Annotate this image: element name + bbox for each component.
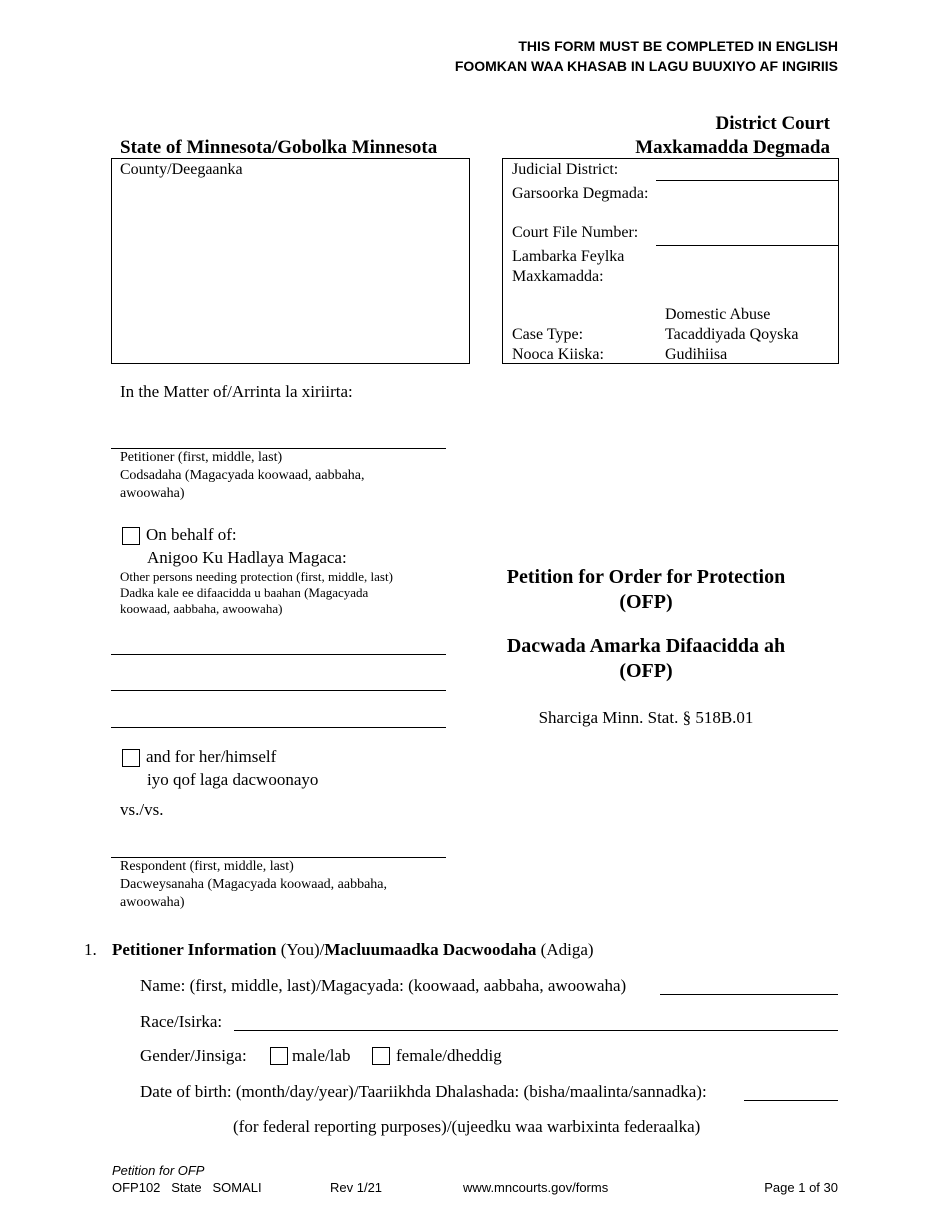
dob-field[interactable] xyxy=(744,1100,838,1101)
judicial-district-label: Judicial District: xyxy=(512,161,619,178)
court-file-number-label-so-2: Maxkamadda: xyxy=(512,268,604,285)
case-type-value: Domestic Abuse xyxy=(665,306,771,323)
male-label: male/lab xyxy=(292,1046,351,1065)
self-checkbox[interactable] xyxy=(122,749,140,767)
dob-label: Date of birth: (month/day/year)/Taariikhda Dhalashada: (bisha/maalinta/sannadka): xyxy=(140,1082,707,1101)
section-heading-bold-2: Macluumaadka Dacwoodaha xyxy=(324,940,537,959)
state-title: State of Minnesota/Gobolka Minnesota xyxy=(120,137,438,158)
section-heading-1: (You)/ xyxy=(276,940,325,959)
on-behalf-checkbox[interactable] xyxy=(122,527,140,545)
form-title-so-abbr: (OFP) xyxy=(619,660,673,682)
on-behalf-label-so: Anigoo Ku Hadlaya Magaca: xyxy=(147,548,347,567)
other-person-field-1[interactable] xyxy=(111,654,446,655)
race-label: Race/Isirka: xyxy=(140,1012,223,1031)
section-heading-2: (Adiga) xyxy=(536,940,594,959)
versus: vs./vs. xyxy=(120,800,164,819)
footer-url[interactable]: www.mncourts.gov/forms xyxy=(463,1180,609,1195)
section-heading-bold-1: Petitioner Information xyxy=(112,940,277,959)
court-title: District Court xyxy=(715,113,830,134)
other-person-field-3[interactable] xyxy=(111,727,446,728)
female-checkbox[interactable] xyxy=(372,1047,390,1065)
federal-note: (for federal reporting purposes)/(ujeedku waa warbixinta federaalka) xyxy=(233,1117,701,1136)
statute: Sharciga Minn. Stat. § 518B.01 xyxy=(538,708,754,727)
form-title-so: Dacwada Amarka Difaacidda ah xyxy=(506,635,786,657)
section-number: 1. xyxy=(84,940,97,959)
case-info-box xyxy=(502,158,839,364)
male-checkbox[interactable] xyxy=(270,1047,288,1065)
other-person-field-2[interactable] xyxy=(111,690,446,691)
case-type-value-so: Tacaddiyada Qoyska xyxy=(665,326,799,343)
court-file-number-label-so: Lambarka Feylka xyxy=(512,248,625,265)
footer-rev: Rev 1/21 xyxy=(330,1180,383,1195)
court-title-so: Maxkamadda Degmada xyxy=(635,137,830,158)
respondent-label: Respondent (first, middle, last) xyxy=(120,859,294,874)
self-label: and for her/himself xyxy=(146,747,277,766)
english-notice: THIS FORM MUST BE COMPLETED IN ENGLISH xyxy=(518,38,838,54)
form-title: Petition for Order for Protection xyxy=(506,566,786,588)
section-heading xyxy=(112,940,594,960)
other-persons-label-so-2: koowaad, aabbaha, awoowaha) xyxy=(120,601,283,616)
name-label: Name: (first, middle, last)/Magacyada: (koowaad, aabbaha, awoowaha) xyxy=(140,976,627,995)
other-persons-label: Other persons needing protection (first, middle, last) xyxy=(120,569,393,584)
respondent-label-so: Dacweysanaha (Magacyada koowaad, aabbaha, xyxy=(120,877,388,892)
other-persons-label-so: Dadka kale ee difaacidda u baahan (Magacyada xyxy=(120,585,369,600)
petitioner-label-so-2: awoowaha) xyxy=(120,486,185,501)
name-field[interactable] xyxy=(660,994,838,995)
footer-form-id: OFP102 State SOMALI xyxy=(112,1180,262,1195)
self-label-so: iyo qof laga dacwoonayo xyxy=(147,770,319,789)
petitioner-label-so: Codsadaha (Magacyada koowaad, aabbaha, xyxy=(120,468,365,483)
footer-form-title: Petition for OFP xyxy=(112,1163,205,1178)
somali-notice: FOOMKAN WAA KHASAB IN LAGU BUUXIYO AF INGIRIIS xyxy=(454,58,838,74)
county-box[interactable] xyxy=(111,158,470,364)
case-type-value-so-2: Gudihiisa xyxy=(665,346,728,363)
female-label: female/dheddig xyxy=(396,1046,502,1065)
case-type-label-so: Nooca Kiiska: xyxy=(512,346,604,363)
race-field[interactable] xyxy=(234,1030,838,1031)
gender-label: Gender/Jinsiga: xyxy=(140,1046,247,1065)
judicial-district-label-so: Garsoorka Degmada: xyxy=(512,185,649,202)
county-label: County/Deegaanka xyxy=(120,161,243,178)
footer-page: Page 1 of 30 xyxy=(764,1180,838,1195)
court-file-number-field[interactable] xyxy=(656,245,838,246)
petitioner-label: Petitioner (first, middle, last) xyxy=(120,450,283,465)
respondent-label-so-2: awoowaha) xyxy=(120,895,185,910)
judicial-district-field[interactable] xyxy=(656,180,838,181)
case-type-label: Case Type: xyxy=(512,326,584,343)
on-behalf-label: On behalf of: xyxy=(146,525,237,544)
form-title-abbr: (OFP) xyxy=(619,591,673,613)
matter-of: In the Matter of/Arrinta la xiriirta: xyxy=(120,382,353,401)
court-file-number-label: Court File Number: xyxy=(512,224,639,241)
